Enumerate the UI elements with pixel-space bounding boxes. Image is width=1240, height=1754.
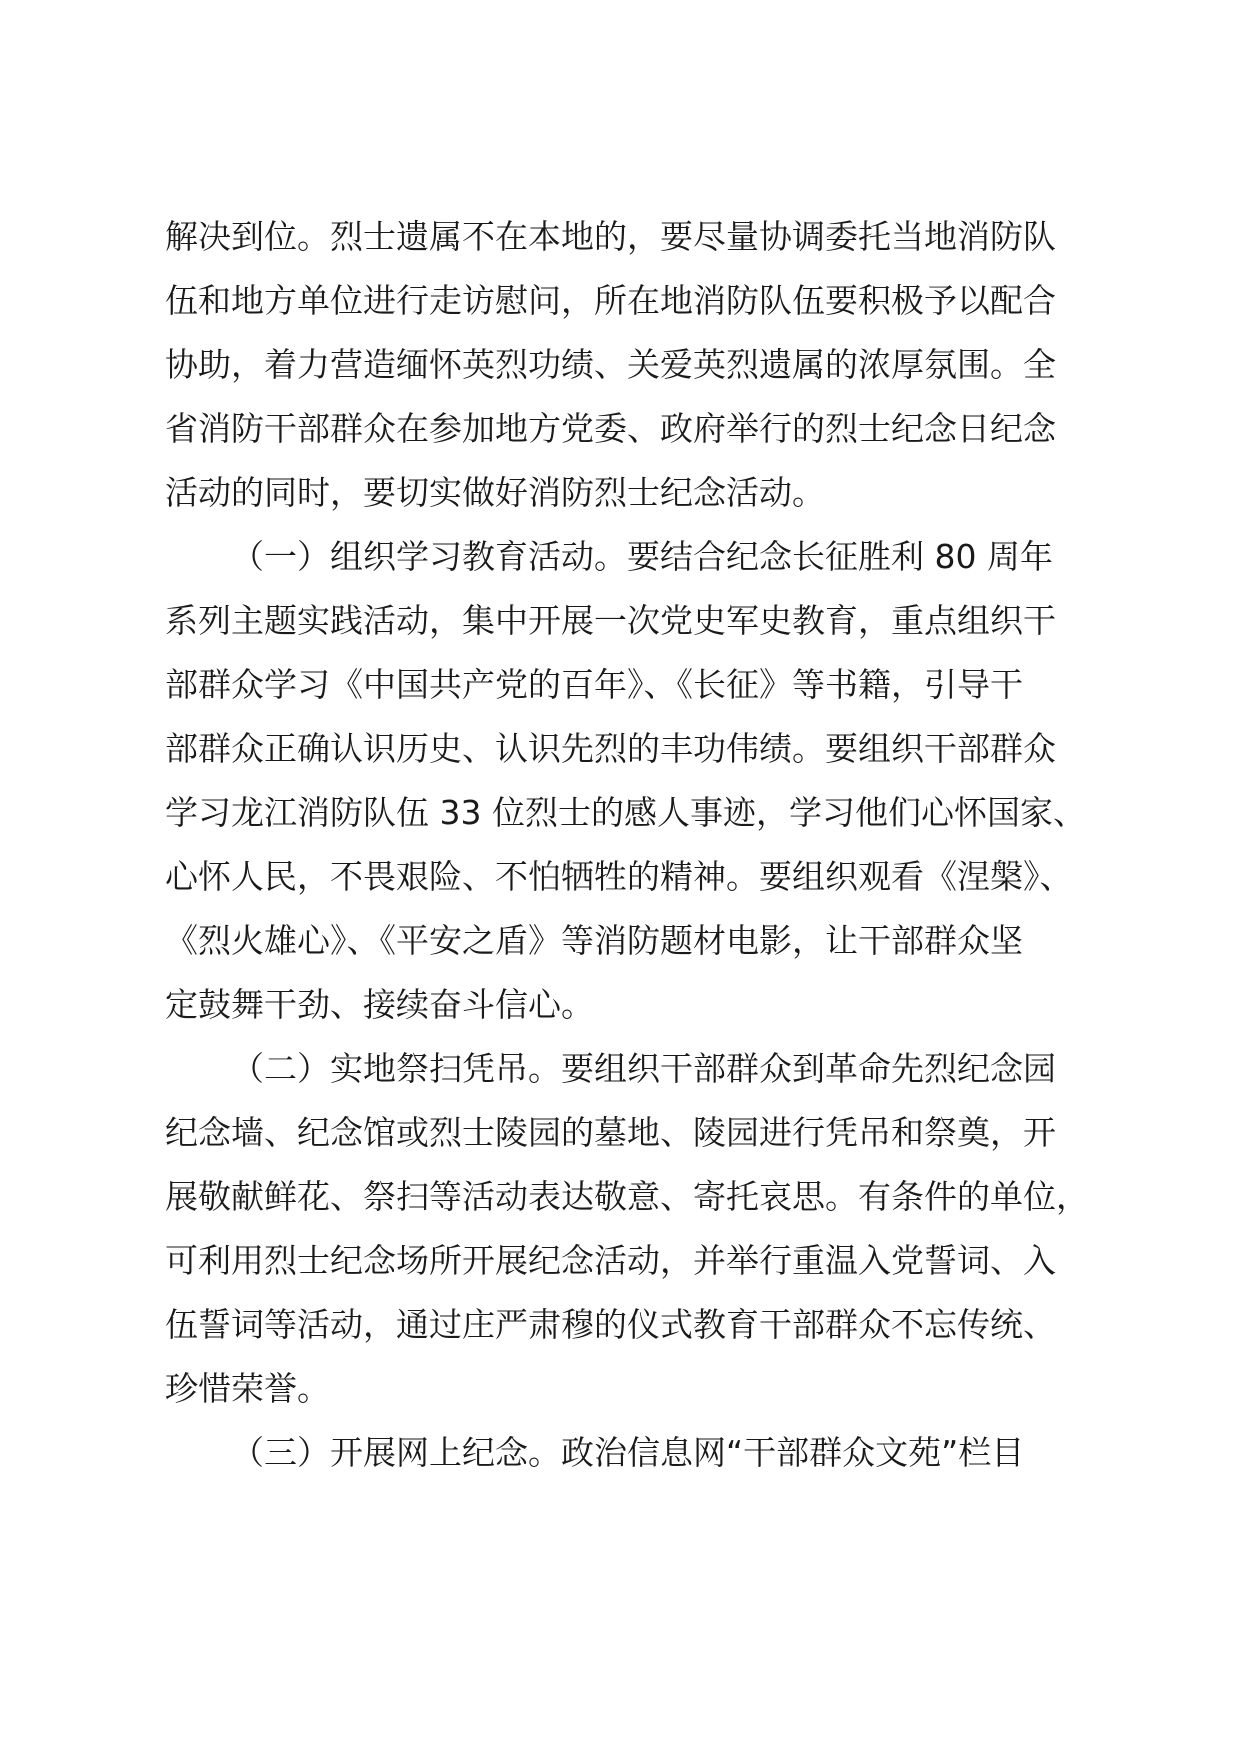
text-line: 协助，着力营造缅怀英烈功绩、关爱英烈遗属的浓厚氛围。全 (165, 345, 1056, 384)
text-line: 《烈火雄心》、《平安之盾》等消防题材电影，让干部群众坚 (165, 921, 1023, 960)
text-line: 解决到位。烈士遗属不在本地的，要尽量协调委托当地消防队 (165, 217, 1056, 256)
text-line: 心怀人民，不畏艰险、不怕牺牲的精神。要组织观看《涅槃》、 (165, 857, 1073, 896)
text-line: 珍惜荣誉。 (165, 1369, 330, 1408)
text-line: 省消防干部群众在参加地方党委、政府举行的烈士纪念日纪念 (165, 409, 1056, 448)
text-line: 学习龙江消防队伍 33 位烈士的感人事迹，学习他们心怀国家、 (165, 793, 1086, 832)
text-line: 定鼓舞干劲、接续奋斗信心。 (165, 985, 594, 1024)
text-line: 展敬献鲜花、祭扫等活动表达敬意、寄托哀思。有条件的单位， (165, 1177, 1089, 1216)
text-line: 系列主题实践活动，集中开展一次党史军史教育，重点组织干 (165, 601, 1056, 640)
text-line: 伍和地方单位进行走访慰问，所在地消防队伍要积极予以配合 (165, 281, 1056, 320)
text-line: 部群众正确认识历史、认识先烈的丰功伟绩。要组织干部群众 (165, 729, 1056, 768)
text-line: 可利用烈士纪念场所开展纪念活动，并举行重温入党誓词、入 (165, 1241, 1056, 1280)
section-3-heading-line: （三）开展网上纪念。政治信息网“干部群众文苑”栏目 (231, 1433, 1025, 1472)
section-1-heading-line: （一）组织学习教育活动。要结合纪念长征胜利 80 周年 (231, 537, 1053, 576)
text-line: 活动的同时，要切实做好消防烈士纪念活动。 (165, 473, 825, 512)
document-body (165, 205, 1095, 1485)
text-line: 纪念墙、纪念馆或烈士陵园的墓地、陵园进行凭吊和祭奠，开 (165, 1113, 1056, 1152)
text-line: 伍誓词等活动，通过庄严肃穆的仪式教育干部群众不忘传统、 (165, 1305, 1056, 1344)
text-line: 部群众学习《中国共产党的百年》、《长征》等书籍，引导干 (165, 665, 1023, 704)
section-2-heading-line: （二）实地祭扫凭吊。要组织干部群众到革命先烈纪念园 (231, 1049, 1056, 1088)
